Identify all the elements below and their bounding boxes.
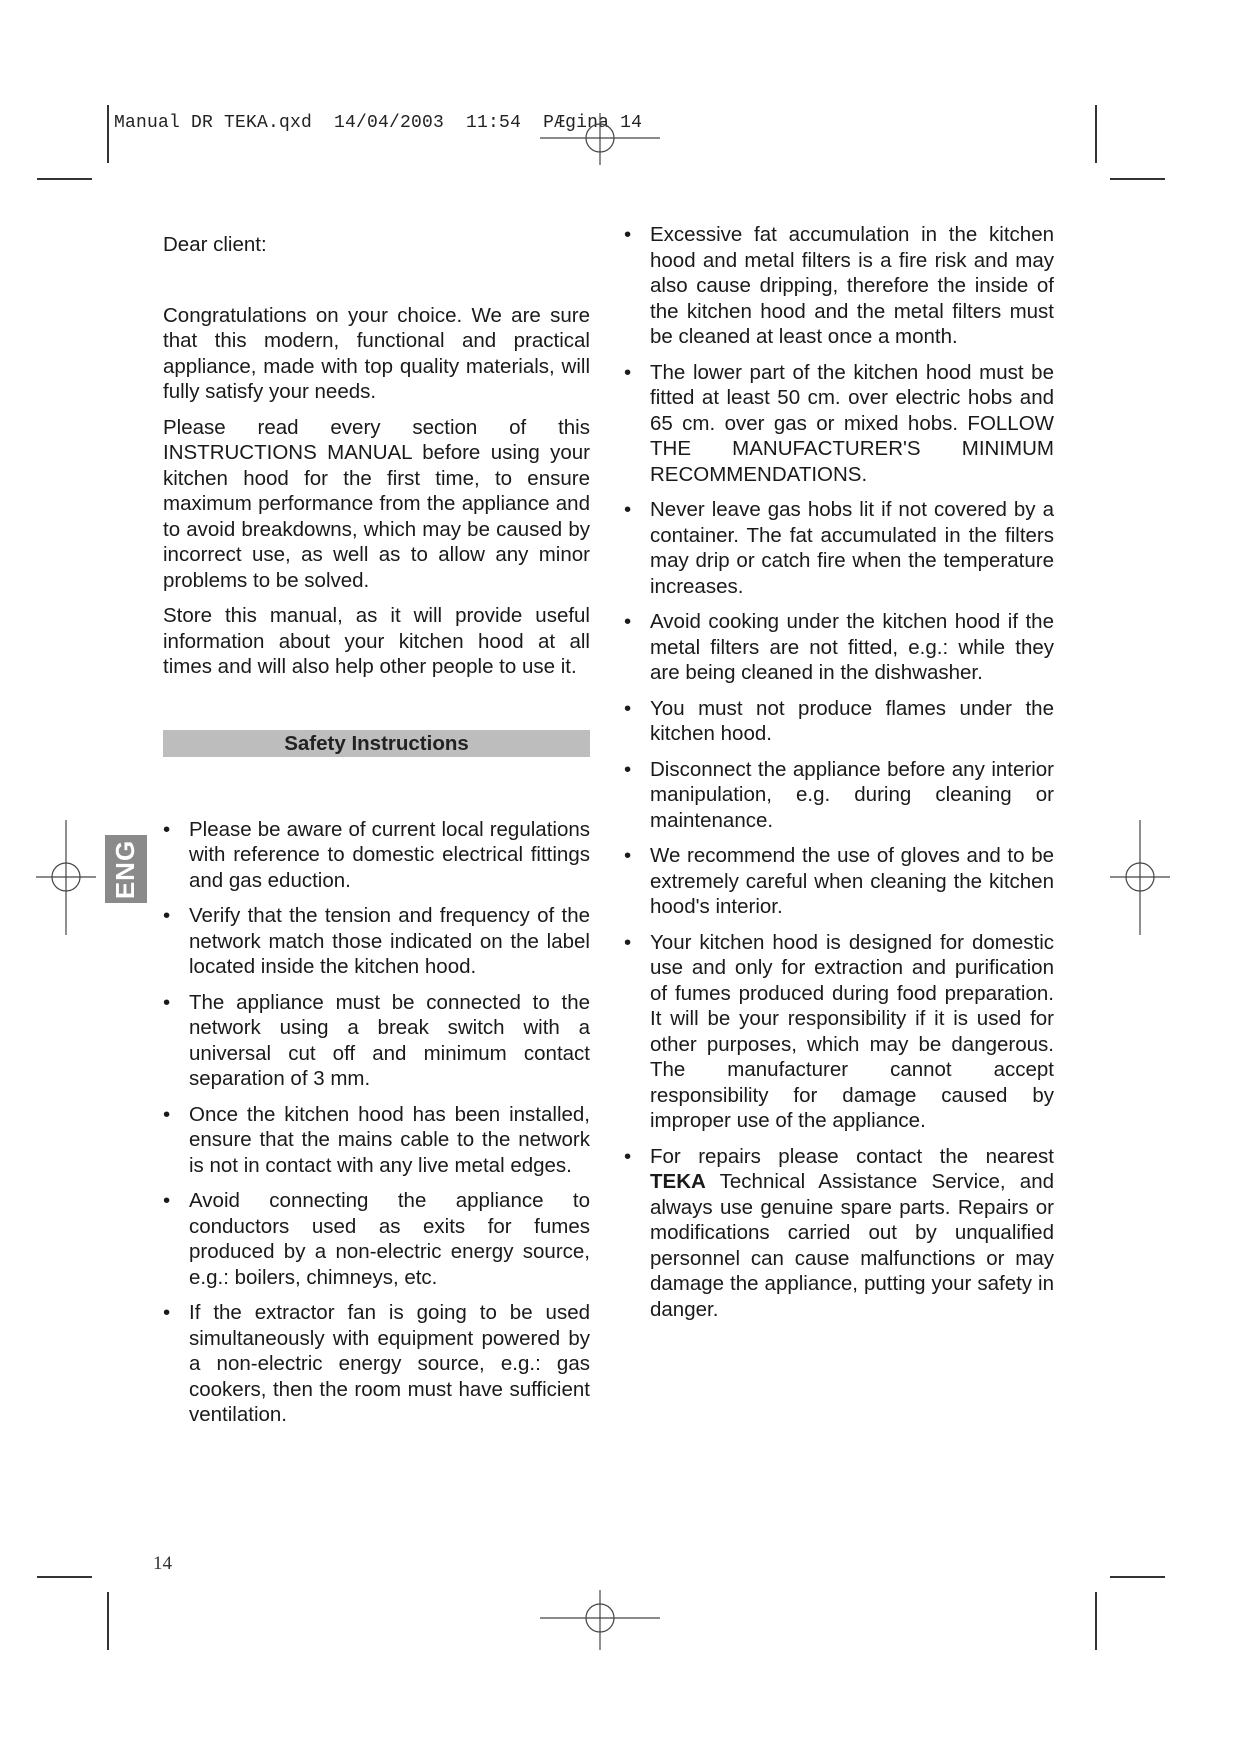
bullet-icon: • bbox=[624, 757, 632, 781]
list-item bbox=[624, 757, 1054, 834]
bullet-text: Never leave gas hobs lit if not covered by a container. The fat accumulated in the filters may drip or catch fire when the temperature increases. bbox=[650, 498, 1054, 598]
bullet-text: Avoid connecting the appliance to conductors used as exits for fumes produced by a non-electric energy source, e.g.: boilers, chimneys, etc. bbox=[189, 1189, 590, 1289]
crop-mark-top-right-h bbox=[1110, 178, 1165, 180]
bullet-text: You must not produce flames under the kitchen hood. bbox=[650, 696, 1054, 745]
list-item bbox=[163, 1102, 590, 1179]
bullet-icon: • bbox=[163, 1189, 171, 1212]
section-header-safety: Safety Instructions bbox=[163, 730, 590, 757]
bullet-text: The appliance must be connected to the network using a break switch with a universal cut off and minimum contact separation of 3 mm. bbox=[189, 990, 590, 1090]
bullet-text: We recommend the use of gloves and to be extremely careful when cleaning the kitchen hood's interior. bbox=[650, 844, 1054, 918]
bullet-icon: • bbox=[624, 223, 632, 246]
registration-mark-top bbox=[540, 113, 660, 165]
bullet-icon: • bbox=[163, 1301, 171, 1324]
safety-bullets-left bbox=[163, 817, 590, 1428]
bullet-icon: • bbox=[163, 990, 171, 1014]
list-item bbox=[163, 1188, 590, 1290]
repairs-lead-text: For repairs please contact the nearest bbox=[650, 1144, 1054, 1168]
safety-bullets-right bbox=[624, 222, 1054, 1322]
bullet-icon: • bbox=[624, 844, 632, 867]
list-item bbox=[163, 817, 590, 894]
page-number: 14 bbox=[153, 1553, 172, 1574]
bullet-text: Please be aware of current local regulations with reference to domestic electrical fittings and gas eduction. bbox=[189, 817, 590, 892]
list-item bbox=[624, 609, 1054, 686]
bullet-icon: • bbox=[624, 930, 632, 954]
registration-mark-bottom bbox=[540, 1590, 660, 1650]
bullet-icon: • bbox=[624, 696, 632, 720]
crop-mark-bottom-right-h bbox=[1110, 1576, 1165, 1578]
list-item bbox=[624, 360, 1054, 488]
list-item bbox=[624, 222, 1054, 350]
bullet-icon: • bbox=[163, 904, 171, 927]
bullet-text: Verify that the tension and frequency of the network match those indicated on the label located inside the kitchen hood. bbox=[189, 904, 590, 978]
language-tab bbox=[105, 835, 147, 903]
crop-mark-bottom-right-v bbox=[1095, 1592, 1097, 1650]
bullet-icon: • bbox=[163, 1102, 171, 1126]
bullet-text: The lower part of the kitchen hood must be fitted at least 50 cm. over electric hobs and 65 cm. over gas or mixed hobs. FOLLOW THE MANUFACTURER'S MINIMUM RECOMMENDATIONS. bbox=[650, 360, 1054, 486]
crop-mark-top-right-v bbox=[1095, 105, 1097, 163]
intro-paragraph-1: Congratulations on your choice. We are sure that this modern, functional and practical appliance, made with top quality materials, will fully satisfy your needs. bbox=[163, 303, 590, 403]
bullet-icon: • bbox=[163, 817, 171, 841]
list-item bbox=[624, 1144, 1054, 1323]
intro-paragraph-2: Please read every section of this INSTRUCTIONS MANUAL before using your kitchen hood for the first time, to ensure maximum performance from the appliance and to avoid breakdowns, which may be caused by incorrect use, as well as to allow any minor problems to be solved. bbox=[163, 415, 590, 592]
crop-mark-bottom-left-h bbox=[37, 1576, 92, 1578]
bullet-icon: • bbox=[624, 610, 632, 633]
bullet-icon: • bbox=[624, 1144, 632, 1168]
bullet-text: If the extractor fan is going to be used simultaneously with equipment powered by a non-electric energy source, e.g.: gas cookers, then the room must have sufficient ventilation. bbox=[189, 1301, 590, 1426]
list-item bbox=[624, 930, 1054, 1134]
crop-mark-top-left-h bbox=[37, 178, 92, 180]
right-column bbox=[624, 222, 1054, 1332]
list-item bbox=[163, 903, 590, 980]
list-item bbox=[624, 497, 1054, 599]
list-item bbox=[163, 1300, 590, 1428]
list-item bbox=[624, 696, 1054, 747]
bullet-text: Excessive fat accumulation in the kitchen hood and metal filters is a fire risk and may also cause dripping, therefore the inside of the kitchen hood and the metal filters must be cleaned at least once a month. bbox=[650, 223, 1054, 348]
intro-paragraph-3: Store this manual, as it will provide useful information about your kitchen hood at all times and will also help other people to use it. bbox=[163, 604, 590, 678]
brand-name: TEKA bbox=[650, 1170, 706, 1193]
list-item bbox=[163, 990, 590, 1092]
greeting: Dear client: bbox=[163, 233, 267, 256]
language-tab-label: ENG bbox=[110, 839, 141, 899]
repairs-rest-text: Technical Assistance Service, and always use genuine spare parts. Repairs or modifications carried out by unqualified personnel can cause malfunctions or may damage the appliance, putting your safety in danger. bbox=[650, 1170, 1054, 1321]
list-item bbox=[624, 843, 1054, 920]
bullet-icon: • bbox=[624, 498, 632, 521]
bullet-icon: • bbox=[624, 360, 632, 384]
crop-mark-bottom-left-v bbox=[107, 1592, 109, 1650]
bullet-text: Disconnect the appliance before any interior manipulation, e.g. during cleaning or maintenance. bbox=[650, 757, 1054, 832]
bullet-text: Your kitchen hood is designed for domestic use and only for extraction and purification of fumes produced during food preparation. It will be your responsibility if it is used for other purposes, which may be dangerous. The manufacturer cannot accept responsibility for damage caused by improper use of the appliance. bbox=[650, 930, 1054, 1132]
print-slug: Manual DR TEKA.qxd 14/04/2003 11:54 PÆgina 14 bbox=[114, 113, 643, 133]
registration-mark-left bbox=[36, 820, 96, 935]
left-column bbox=[163, 232, 590, 1438]
crop-mark-top-left-v bbox=[107, 105, 109, 163]
registration-mark-right bbox=[1110, 820, 1170, 935]
bullet-text: Once the kitchen hood has been installed, ensure that the mains cable to the network is not in contact with any live metal edges. bbox=[189, 1102, 590, 1177]
bullet-text: Avoid cooking under the kitchen hood if the metal filters are not fitted, e.g.: while they are being cleaned in the dishwasher. bbox=[650, 610, 1054, 684]
